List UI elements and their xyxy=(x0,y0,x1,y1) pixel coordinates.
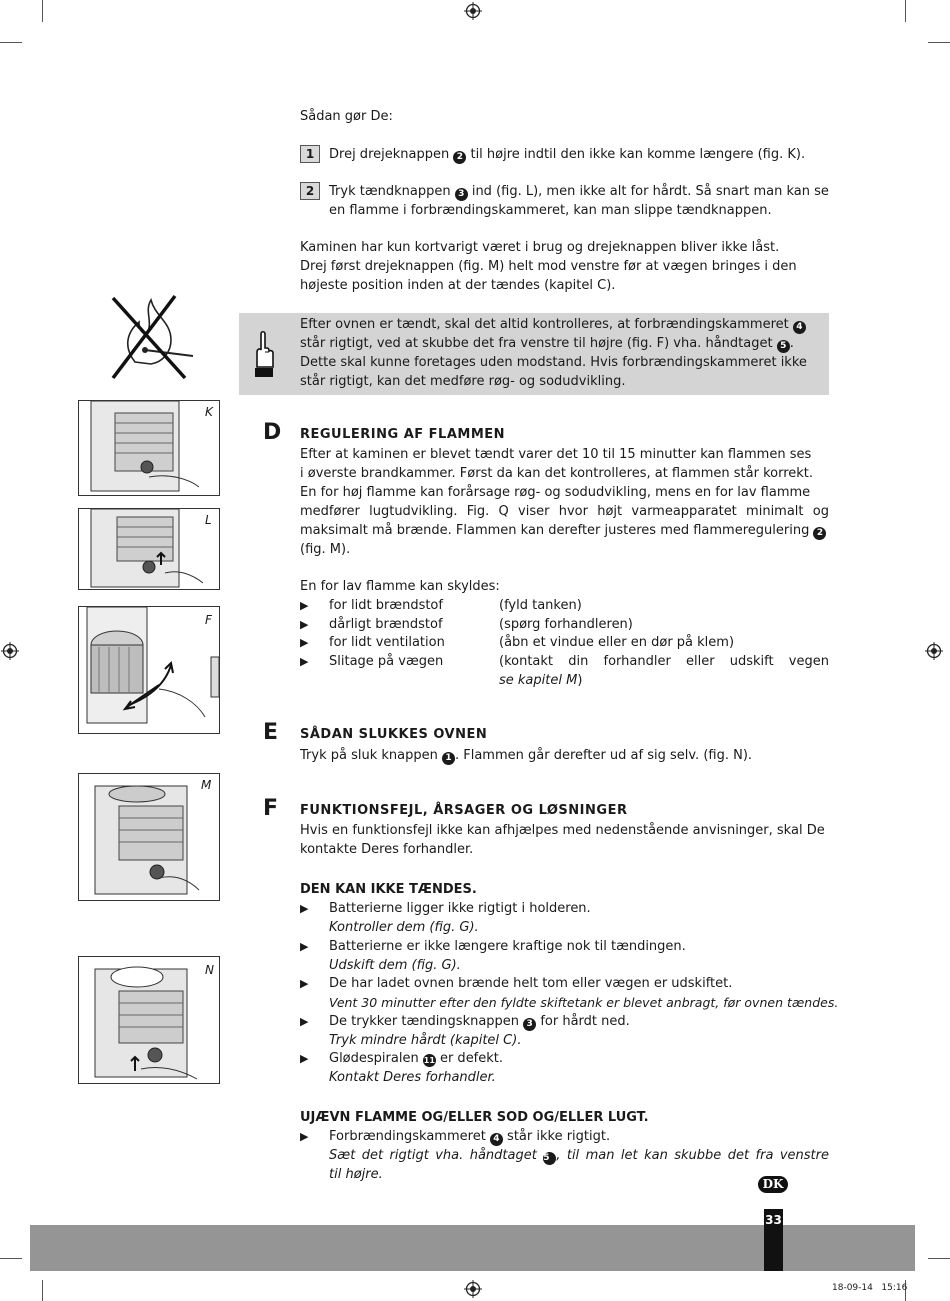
bullet-arrow-icon: ▶ xyxy=(300,599,309,612)
subheading: DEN KAN IKKE TÆNDES. xyxy=(300,882,477,897)
figure-f xyxy=(78,606,220,734)
part-number-badge: 1 xyxy=(442,752,455,765)
part-number-badge: 2 xyxy=(453,151,466,164)
crop-mark xyxy=(0,42,22,43)
registration-mark-icon xyxy=(925,642,943,660)
list-item: ▶ De har ladet ovnen brænde helt tom eller vægen er udskiftet. Vent 30 minutter efter den fyldte skiftetank er blevet anbragt, før ovnen tændes. xyxy=(300,976,839,1010)
figure-m xyxy=(78,773,220,901)
bullet-arrow-icon: ▶ xyxy=(300,1130,309,1143)
bullet-arrow-icon: ▶ xyxy=(300,618,309,631)
part-number-badge: 5 xyxy=(777,340,790,353)
crop-mark xyxy=(928,42,950,43)
crop-mark xyxy=(928,1258,950,1259)
crop-mark xyxy=(0,1258,22,1259)
list-item: ▶ Batterierne er ikke længere kraftige nok til tændingen. Udskift dem (fig. G). xyxy=(300,939,686,973)
bullet-arrow-icon: ▶ xyxy=(300,1015,309,1028)
section-letter: E xyxy=(263,720,279,745)
bullet-arrow-icon: ▶ xyxy=(300,1052,309,1065)
crop-mark xyxy=(905,0,906,22)
figure-label: M xyxy=(201,778,212,792)
part-number-badge: 11 xyxy=(423,1056,435,1065)
bullet-arrow-icon: ▶ xyxy=(300,655,309,668)
figure-l xyxy=(78,508,220,590)
part-number-badge: 2 xyxy=(813,527,826,540)
figure-n xyxy=(78,956,220,1084)
section-f-body: Hvis en funktionsfejl ikke kan afhjælpes med nedenstående anvisninger, skal De kontakte Deres forhandler. xyxy=(300,823,825,857)
bullet-arrow-icon: ▶ xyxy=(300,636,309,649)
bullet-arrow-icon: ▶ xyxy=(300,902,309,915)
intro-lead: Sådan gør De: xyxy=(300,109,393,124)
no-flame-icon xyxy=(105,292,197,382)
bullet-arrow-icon: ▶ xyxy=(300,977,309,990)
step-1-text: Drej drejeknappen 2 til højre indtil den ikke kan komme længere (fig. K). xyxy=(329,147,806,162)
section-heading: FUNKTIONSFEJL, ÅRSAGER OG LØSNINGER xyxy=(300,803,628,818)
warning-text: Efter ovnen er tændt, skal det altid kontrolleres, at forbrændingskammeret 4 står rigtigt, ved at skubbe det fra venstre til højre (fig. F) vha. håndtaget 5 . Dette skal kunne foretages uden modstand. Hvis forbrændingskammeret ikke står rigtigt, kan det medføre røg- og sodudvikling. xyxy=(300,317,807,389)
intro-paragraph: Kaminen har kun kortvarigt været i brug og drejeknappen bliver ikke låst. Drej først drejeknappen (fig. M) helt mod venstre før at vægen bringes i den højeste position inden at der tændes (kapitel C). xyxy=(300,240,797,293)
section-d-body: Efter at kaminen er blevet tændt varer det 10 til 15 minutter kan flammen ses i øverste brandkammer. Først da kan det kontrolleres, at flammen står korrekt. En for høj flamme kan forårsage røg- og sodudvikling, mens en for lav flamme medfører lugtudvikling. Fig. Q viser hvor højt varmeapparatet minimalt og maksimalt må brænde. Flammen kan derefter justeres med flammeregulering 2 (fig. M). xyxy=(300,447,829,557)
part-number-badge: 3 xyxy=(455,188,468,201)
language-badge: DK xyxy=(758,1176,788,1193)
section-letter: D xyxy=(263,420,282,445)
bullet-arrow-icon: ▶ xyxy=(300,940,309,953)
figure-label: K xyxy=(205,405,213,419)
part-number-badge: 5 xyxy=(543,1152,556,1165)
registration-mark-icon xyxy=(1,642,19,660)
part-number-badge: 3 xyxy=(523,1018,536,1031)
list-item: ▶ Glødespiralen 11 er defekt. Kontakt Deres forhandler. xyxy=(300,1051,504,1085)
causes-intro: En for lav flamme kan skyldes: xyxy=(300,579,500,594)
figure-k xyxy=(78,400,220,496)
step-number: 1 xyxy=(300,145,320,163)
crop-mark xyxy=(42,0,43,22)
registration-mark-icon xyxy=(464,2,482,20)
figure-label: N xyxy=(205,963,214,977)
registration-mark-icon xyxy=(464,1280,482,1298)
section-letter: F xyxy=(263,796,279,821)
part-number-badge: 4 xyxy=(793,321,806,334)
crop-mark xyxy=(42,1280,43,1301)
figure-label: L xyxy=(205,513,212,527)
section-e-body: Tryk på sluk knappen 1 . Flammen går derefter ud af sig selv. (fig. N). xyxy=(300,748,753,763)
subheading: UJÆVN FLAMME OG/ELLER SOD OG/ELLER LUGT. xyxy=(300,1110,649,1125)
section-heading: SÅDAN SLUKKES OVNEN xyxy=(300,727,488,742)
section-heading: REGULERING AF FLAMMEN xyxy=(300,427,506,442)
pointing-hand-icon xyxy=(250,330,278,378)
part-number-badge: 4 xyxy=(490,1133,503,1146)
page-number: 33 xyxy=(764,1209,783,1271)
figure-label: F xyxy=(205,613,212,627)
list-item: ▶ Forbrændingskammeret 4 står ikke rigtigt. Sæt det rigtigt vha. håndtaget 5 , til man let kan skubbe det fra venstre til højre. xyxy=(300,1129,829,1182)
step-number: 2 xyxy=(300,182,320,200)
list-item: ▶ De trykker tændingsknappen 3 for hårdt ned. Tryk mindre hårdt (kapitel C). xyxy=(300,1014,630,1048)
step-2-text: Tryk tændknappen 3 ind (fig. L), men ikke alt for hårdt. Så snart man kan se en flamme i forbrændingskammeret, kan man slippe tændknappen. xyxy=(329,184,829,218)
print-timestamp: 18-09-14 15:16 xyxy=(832,1283,908,1293)
list-item: ▶ Batterierne ligger ikke rigtigt i holderen. Kontroller dem (fig. G). xyxy=(300,901,591,935)
